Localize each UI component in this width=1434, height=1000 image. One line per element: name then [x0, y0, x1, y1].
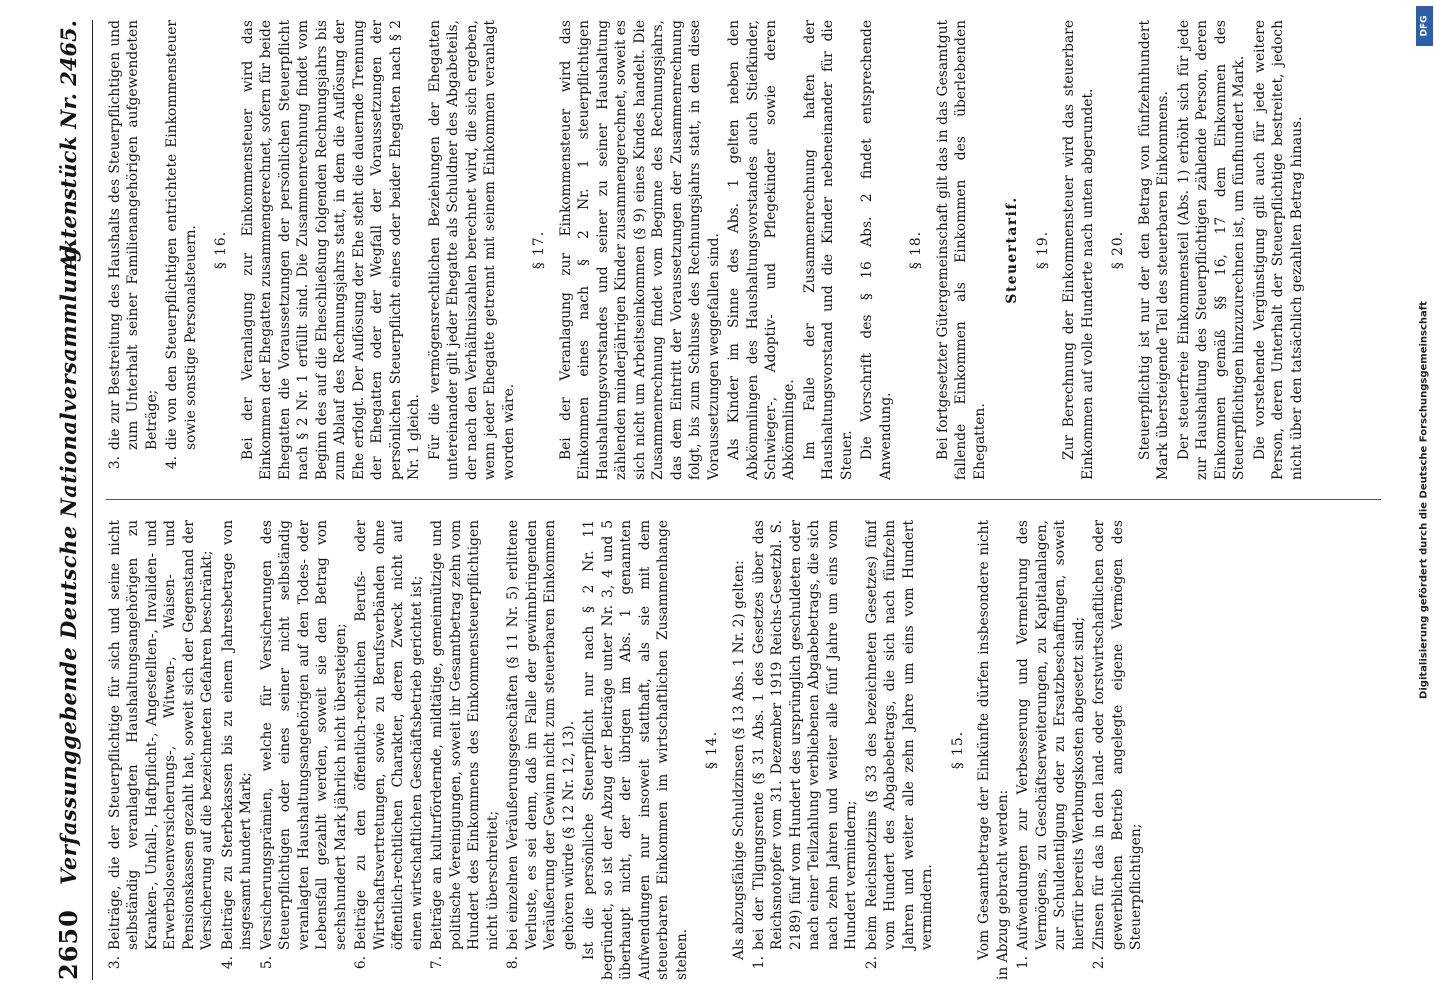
column-divider: [106, 499, 1381, 500]
list-item: 3. Beiträge, die der Steuerpflichtige für sich und seine nicht selbständig veranlagten Haushaltungsangehörigen zu Kranken-, Unfall-, Haftpflicht-, Angestellten-, Invaliden- und Erwerbslosenversicherungs-, Witwen-, Waisen- und Pensionskassen gezahlt hat, soweit sich der Gegenstand der Versicherung auf die bezeichneten Gefahren beschränkt;: [107, 520, 216, 970]
document-reference: Aktenstück Nr. 2465.: [56, 20, 81, 270]
scanned-page-viewport: [28, 0, 1408, 1000]
list-item: 7. Beiträge an kulturfördernde, mildtätige, gemeinnützige und politische Vereinigungen, soweit ihr Gesamtbetrag zehn vom Hundert des Einkommens des Einkommensteuerpflichtigen nicht überschreitet;: [429, 520, 501, 970]
paragraph: Als abzugsfähige Schuldzinsen (§ 13 Abs. 1 Nr. 2) gelten:: [730, 560, 747, 960]
paragraph: Für die vermögensrechtlichen Beziehungen der Ehegatten untereinander gilt jeder Ehegatte als Schuldner des Abgabeteils, der nach den Verhältniszahlen berechnet wird, die sich ergeben, wenn jeder Ehegatte getrennt mit seinem Einkommen veranlagt worden wäre.: [426, 20, 517, 480]
section-heading: § 19.: [1034, 230, 1051, 270]
paragraph: Im Falle der Zusammenrechnung haften der Haushaltungsvorstand und die Kinder nebeneinander für die Steuer.: [801, 20, 855, 480]
deduction-list: [106, 520, 578, 980]
digitization-credit: [1414, 0, 1434, 1000]
list-item: 4. die von den Steuerpflichtigen entrichtete Einkommensteuer sowie sonstige Personalsteuern.: [164, 20, 199, 470]
credit-text: Digitalisierung gefördert durch die Deutsche Forschungsgemeinschaft: [1418, 301, 1430, 699]
paragraph: Bei der Veranlagung zur Einkommensteuer wird das Einkommen der Ehegatten zusammengerechnet, sofern für beide Ehegatten die Voraussetzungen der persönlichen Steuerpflicht nach § 2 Nr. 1 erfüllt sind. Die Zusammenrechnung findet vom Beginn des auf die Eheschließung folgenden Rechnungsjahrs bis zum Ablauf des Rechnungsjahrs statt, in dem die Auflösung der Ehe erfolgt. Der Auflösung der Ehe steht die dauernde Trennung der Ehegatten oder der Wegfall der Voraussetzungen der persönlichen Steuerpflicht eines oder beider Ehegatten nach § 2 Nr. 1 gleich.: [239, 20, 423, 480]
dfg-logo: DFG: [1416, 6, 1433, 46]
section-heading: § 15.: [949, 730, 966, 770]
list-item: 2. Zinsen für das in den land- oder forstwirtschaftlichen oder gewerblichen Betrieb angelegte eigene Vermögen des Steuerpflichtigen;: [1091, 520, 1145, 970]
paragraph: Zur Berechnung der Einkommensteuer wird das steuerbare Einkommen auf volle Hunderte nach unten abgerundet.: [1061, 20, 1096, 480]
list-item: 5. Versicherungsprämien, welche für Versicherungen des Steuerpflichtigen oder eines seiner nicht selbständig veranlagten Haushaltungsangehörigen auf den Todes- oder Lebensfall gezahlt werden, soweit sie den Betrag von sechshundert Mark jährlich nicht übersteigen;: [258, 520, 349, 970]
section-heading: § 16.: [213, 230, 230, 270]
paragraph: Steuerpflichtig ist nur der den Betrag von fünfzehnhundert Mark übersteigende Teil des steuerbaren Einkommens.: [1136, 20, 1172, 480]
left-column: [106, 520, 1381, 980]
section-heading: § 20.: [1110, 230, 1127, 270]
section-heading: § 17.: [531, 230, 548, 270]
paragraph: Der steuerfreie Einkommensteil (Abs. 1) erhöht sich für jede zur Haushaltung des Steuerpflichtigen zählende Person, deren Einkommen gemäß §§ 16, 17 dem Einkommen des Steuerpflichtigen hinzuzurechnen ist, um fünfhundert Mark.: [1175, 20, 1248, 480]
paragraph: Ist die persönliche Steuerpflicht nur nach § 2 Nr. 11 begründet, so ist der Abzug der Beiträge unter Nr. 3, 4 und 5 überhaupt nicht, der der übrigen im Abs. 1 genannten Aufwendungen nur insoweit statthaft, als sie mit dem steuerbaren Einkommen im wirtschaftlichen Zusammenhange stehen.: [581, 520, 690, 980]
page-header: [48, 20, 93, 980]
paragraph: Vom Gesamtbetrage der Einkünfte dürfen insbesondere nicht in Abzug gebracht werden:: [976, 520, 1011, 980]
page-number: 2650: [54, 909, 83, 980]
list-item: 6. Beiträge zu den öffentlich-rechtlichen Berufs- oder Wirtschaftsvertretungen, sowie zu Berufsverbänden ohne öffentlich-rechtlichen Charakter, deren Zweck nicht auf einen wirtschaftlichen Geschäftsbetrieb gerichtet ist;: [353, 520, 425, 970]
list-item: 4. Beiträge zu Sterbekassen bis zu einem Jahresbetrage von insgesamt hundert Mark;: [219, 520, 255, 970]
paragraph: Die vorstehende Vergünstigung gilt auch für jede weitere Person, deren Unterhalt der Steuerpflichtige bestreitet, jedoch nicht über den tatsächlich gezahlten Betrag hinaus.: [1251, 20, 1305, 480]
list-item: 1. bei der Tilgungsrente (§ 31 Abs. 1 des Gesetzes über das Reichsnotopfer vom 31. Dezember 1919 Reichs-Gesetzbl. S. 2189) fünf vom Hundert des ursprünglich geschuldeten oder nach einer Teilzahlung verbliebenen Abgabebetrags, die sich nach zehn Jahren und weiter alle fünf Jahre um eins vom Hundert vermindern;: [750, 520, 860, 970]
page-title: Verfassunggebende Deutsche Nationalversammlung.: [56, 239, 81, 885]
non-deductible-list: [1014, 520, 1145, 980]
scanned-page: [48, 20, 1388, 980]
paragraph: Bei der Veranlagung zur Einkommensteuer wird das Einkommen eines nach § 2 Nr. 1 steuerpflichtigen Haushaltungsvorstandes und seiner zu seiner Haushaltung zählenden minderjährigen Kinder zusammengerechnet, soweit es sich nicht um Arbeitseinkommen (§ 9) eines Kindes handelt. Die Zusammenrechnung findet vom Beginne des Rechnungsjahrs, das dem Eintritt der Voraussetzungen der Zusammenrechnung folgt, bis zum Schlusse des Rechnungsjahrs statt, in dem diese Voraussetzungen weggefallen sind.: [557, 20, 722, 480]
section-heading: § 18.: [908, 230, 925, 270]
section-heading: § 14.: [704, 730, 721, 770]
right-column: [106, 20, 1381, 480]
list-item: 3. die zur Bestreitung des Haushalts des Steuerpflichtigen und zum Unterhalt seiner Familienangehörigen aufgewendeten Beträge;: [107, 20, 160, 470]
subheading: Steuertarif.: [1004, 196, 1021, 304]
paragraph: Die Vorschrift des § 16 Abs. 2 findet entsprechende Anwendung.: [859, 20, 894, 480]
continued-list: [106, 20, 200, 480]
list-item: 8. bei einzelnen Veräußerungsgeschäften (§ 11 Nr. 5) erlittene Verluste, es sei denn, daß im Falle der gewinnbringenden Veräußerung der Gewinn nicht zum steuerbaren Einkommen gehören würde (§ 12 Nr. 12, 13).: [505, 520, 577, 970]
interest-list: [750, 520, 937, 980]
paragraph: Bei fortgesetzter Gütergemeinschaft gilt das in das Gesamtgut fallende Einkommen als Einkommen des überlebenden Ehegatten.: [934, 20, 988, 480]
paragraph: Als Kinder im Sinne des Abs. 1 gelten neben den Abkömmlingen des Haushaltungsvorstandes auch Stiefkinder, Schwieger-, Adoptiv- und Pflegekinder sowie deren Abkömmlinge.: [726, 20, 798, 480]
list-item: 1. Aufwendungen zur Verbesserung und Vermehrung des Vermögens, zu Geschäftserweiterungen, zu Kapitalanlagen, zur Schuldentilgung oder zu Ersatzbeschaffungen, soweit hierfür bereits Werbungskosten abgesetzt sind;: [1015, 520, 1087, 970]
list-item: 2. beim Reichsnotzins (§ 33 des bezeichneten Gesetzes) fünf vom Hundert des Abgabebetrags, die sich nach fünfzehn Jahren und weiter alle zehn Jahre um eins vom Hundert vermindern.: [863, 520, 936, 970]
